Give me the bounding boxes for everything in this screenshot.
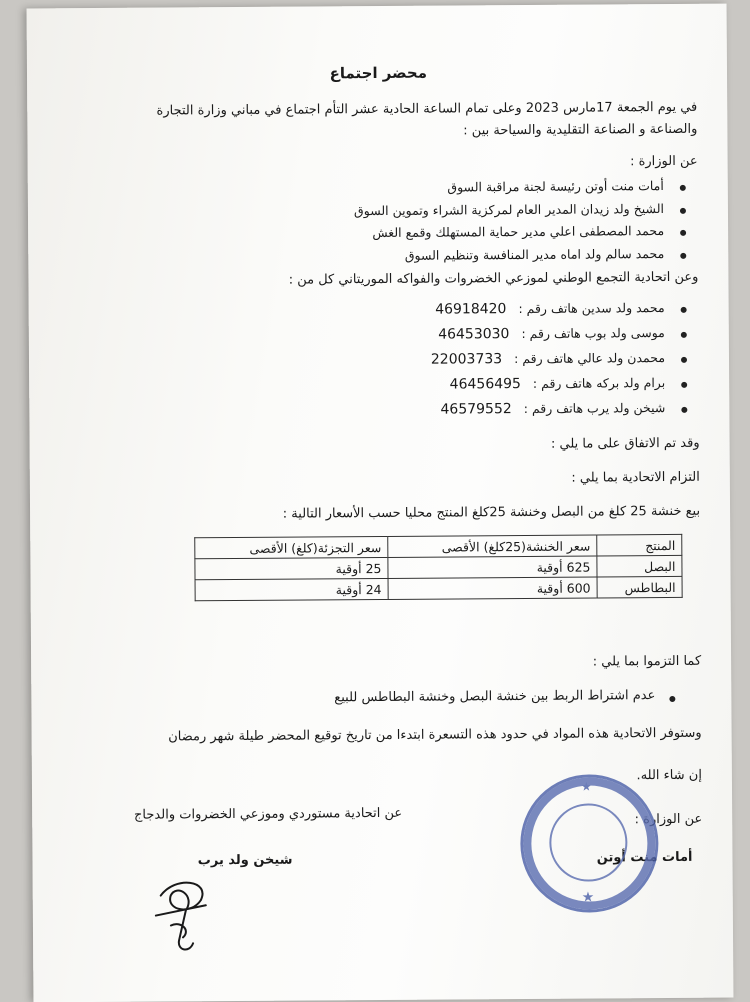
official-stamp-icon bbox=[520, 774, 659, 913]
agreement-line: وقد تم الاتفاق على ما يلي : bbox=[550, 435, 700, 452]
list-item bbox=[430, 300, 688, 327]
phone-number: 46456495 bbox=[449, 376, 521, 393]
minutes-document bbox=[27, 4, 734, 1002]
table-cell: 24 أوقية bbox=[195, 578, 388, 600]
ministry-members-list bbox=[354, 178, 689, 270]
phone-number: 46579552 bbox=[440, 401, 512, 418]
star-icon: ★ bbox=[581, 889, 595, 906]
table-cell: البصل bbox=[597, 555, 682, 577]
stamp-inner-ring bbox=[549, 803, 628, 882]
document-title: محضر اجتماع bbox=[329, 63, 428, 83]
list-item bbox=[431, 375, 689, 402]
commitment-line: التزام الاتحادية بما يلي : bbox=[571, 469, 700, 486]
table-header-cell: المنتج bbox=[597, 534, 682, 556]
table-row bbox=[195, 576, 682, 600]
price-table bbox=[194, 534, 682, 601]
intro-line-2: والصناعة و الصناعة التقليدية والسياحة بين : bbox=[463, 121, 698, 139]
ministry-signatory-name: أمات منت أوتن bbox=[596, 849, 693, 866]
list-item bbox=[431, 400, 689, 427]
intro-line-1: في يوم الجمعة 17مارس 2023 وعلى تمام الساعة الحادية عشر التأم اجتماع في مباني وزارة التجارة bbox=[156, 99, 698, 119]
handwritten-signature-icon bbox=[140, 855, 221, 966]
table-header-cell: سعر التجزئة(كلغ) الأقصى bbox=[195, 536, 388, 558]
no-link-condition: عدم اشتراط الربط بين خنشة البصل وخنشة البطاطس للبيع bbox=[334, 688, 656, 706]
union-members-list bbox=[430, 300, 689, 427]
list-item: محمد المصطفى اعلي مدير حماية المستهلك وقمع الغش bbox=[354, 223, 688, 248]
member-name: موسى ولد بوب هاتف رقم : bbox=[521, 325, 665, 342]
star-icon: ★ bbox=[580, 779, 592, 794]
member-name: شيخن ولد يرب هاتف رقم : bbox=[523, 400, 666, 416]
bullet-icon bbox=[669, 696, 675, 702]
member-name: برام ولد بركه هاتف رقم : bbox=[532, 375, 666, 391]
union-signature-label: عن اتحادية مستوردي وموزعي الخضروات والدجاج bbox=[133, 805, 403, 823]
phone-number: 46453030 bbox=[438, 326, 510, 343]
list-item bbox=[431, 325, 689, 352]
table-cell: البطاطس bbox=[597, 576, 682, 598]
union-signatory-name: شيخن ولد يرب bbox=[197, 852, 293, 869]
list-item bbox=[431, 350, 689, 377]
phone-number: 46918420 bbox=[435, 301, 507, 318]
table-cell: 600 أوقية bbox=[388, 577, 597, 599]
list-item: محمد سالم ولد اماه مدير المنافسة وتنظيم السوق bbox=[354, 245, 688, 270]
table-header-cell: سعر الخنشة(25كلغ) الأقصى bbox=[388, 535, 597, 557]
table-cell: 625 أوقية bbox=[388, 556, 597, 578]
sale-terms-line: بيع خنشة 25 كلغ من البصل وخنشة 25كلغ المنتج محليا حسب الأسعار التالية : bbox=[282, 503, 701, 522]
document-page bbox=[27, 4, 734, 1002]
member-name: محمدن ولد عالي هاتف رقم : bbox=[514, 350, 666, 367]
also-committed-line: كما التزموا بما يلي : bbox=[592, 653, 702, 670]
availability-line: وستوفر الاتحادية هذه المواد في حدود هذه التسعرة ابتدءا من تاريخ توقيع المحضر طيلة شهر رمضان bbox=[168, 725, 702, 745]
ministry-header: عن الوزارة : bbox=[629, 153, 698, 170]
ministry-signature-label: عن الوزارة : bbox=[634, 811, 703, 828]
list-item: الشيخ ولد زيدان المدير العام لمركزية الشراء وتموين السوق bbox=[354, 200, 688, 225]
phone-number: 22003733 bbox=[430, 351, 503, 368]
union-header: وعن اتحادية التجمع الوطني لموزعي الخضروات والفواكه الموريتاني كل من : bbox=[288, 269, 699, 288]
god-willing-line: إن شاء الله. bbox=[636, 767, 702, 784]
list-item: أمات منت أوتن رئيسة لجنة مراقبة السوق bbox=[354, 178, 688, 203]
member-name: محمد ولد سدين هاتف رقم : bbox=[518, 300, 665, 317]
table-cell: 25 أوقية bbox=[195, 557, 388, 579]
